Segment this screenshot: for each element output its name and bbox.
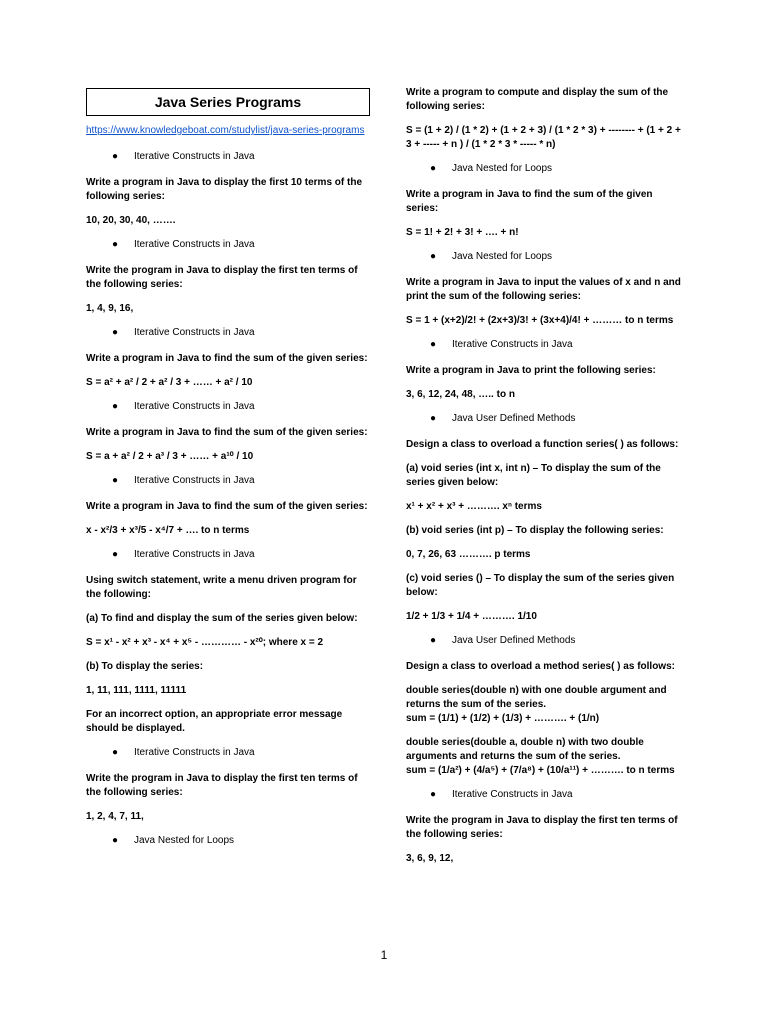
question-text: (b) To display the series:	[86, 661, 204, 672]
topic-label: Iterative Constructs in Java	[452, 339, 573, 350]
question-text: Write a program in Java to display the first 10 terms of the following series:	[86, 177, 363, 202]
question-text: Write a program in Java to find the sum of the given series:	[86, 353, 368, 364]
topic-bullet	[86, 326, 372, 340]
question-text: (a) void series (int x, int n) – To display the sum of the series given below:	[406, 463, 661, 488]
topic-bullet	[86, 400, 372, 414]
topic-label: Iterative Constructs in Java	[134, 747, 255, 758]
topic-label: Iterative Constructs in Java	[452, 789, 573, 800]
series-text: 0, 7, 26, 63 ………. p terms	[406, 549, 531, 560]
topic-bullet	[86, 834, 372, 848]
question-text: Design a class to overload a function series( ) as follows:	[406, 439, 679, 450]
series-text: S = a² + a² / 2 + a² / 3 + …… + a² / 10	[86, 377, 253, 388]
question-text: Using switch statement, write a menu driven program for the following:	[86, 575, 357, 600]
topic-bullet	[406, 250, 686, 264]
topic-label: Iterative Constructs in Java	[134, 239, 255, 250]
series-text: 1, 4, 9, 16,	[86, 303, 134, 314]
question-text: Write the program in Java to display the first ten terms of the following series:	[86, 773, 358, 798]
topic-bullet	[406, 412, 686, 426]
topic-label: Iterative Constructs in Java	[134, 401, 255, 412]
question-text: (a) To find and display the sum of the series given below:	[86, 613, 358, 624]
topic-bullet	[406, 634, 686, 648]
question-text: Write a program in Java to find the sum of the given series:	[406, 189, 653, 214]
series-text: S = x¹ - x² + x³ - x⁴ + x⁵ - ………… - x²⁰; where x = 2	[86, 637, 324, 648]
bullet-dot-icon: ●	[112, 835, 119, 846]
topic-label: Java Nested for Loops	[134, 835, 235, 846]
bullet-dot-icon: ●	[430, 413, 437, 424]
bullet-dot-icon: ●	[112, 549, 119, 560]
topic-bullet	[406, 788, 686, 802]
series-text: S = (1 + 2) / (1 * 2) + (1 + 2 + 3) / (1 * 2 * 3) + -------- + (1 + 2 + 3 + ----- + n ) / (1 * 2 * 3 * ----- * n)	[406, 125, 681, 150]
topic-bullet	[406, 162, 686, 176]
question-text: Write a program in Java to print the following series:	[406, 365, 656, 376]
question-text: Write a program to compute and display the sum of the following series:	[406, 87, 669, 112]
bullet-dot-icon: ●	[430, 163, 437, 174]
series-text: 10, 20, 30, 40, …….	[86, 215, 176, 226]
page-number: 1	[380, 948, 388, 962]
topic-label: Iterative Constructs in Java	[134, 151, 255, 162]
bullet-dot-icon: ●	[430, 789, 437, 800]
question-text: Design a class to overload a method series( ) as follows:	[406, 661, 675, 672]
question-text: (b) void series (int p) – To display the following series:	[406, 525, 664, 536]
question-text: Write a program in Java to input the values of x and n and print the sum of the following series:	[406, 277, 681, 302]
page-title: Java Series Programs	[86, 88, 370, 116]
topic-label: Java Nested for Loops	[452, 251, 553, 262]
bullet-dot-icon: ●	[430, 635, 437, 646]
bullet-dot-icon: ●	[112, 151, 119, 162]
topic-label: Iterative Constructs in Java	[134, 327, 255, 338]
topic-label: Iterative Constructs in Java	[134, 475, 255, 486]
bullet-dot-icon: ●	[430, 339, 437, 350]
topic-label: Java User Defined Methods	[452, 413, 576, 424]
question-text: For an incorrect option, an appropriate error message should be displayed.	[86, 709, 343, 734]
series-text: 1, 11, 111, 1111, 11111	[86, 685, 187, 696]
right-column	[406, 86, 686, 876]
question-text: Write the program in Java to display the first ten terms of the following series:	[406, 815, 678, 840]
bullet-dot-icon: ●	[112, 475, 119, 486]
question-text: double series(double a, double n) with two double arguments and returns the sum of the series. sum = (1/a²) + (4/a⁵) + (7/a⁸) + (10/a¹¹) + ………. to n terms	[406, 737, 675, 776]
topic-label: Iterative Constructs in Java	[134, 549, 255, 560]
series-text: 3, 6, 9, 12,	[406, 853, 454, 864]
series-text: x¹ + x² + x³ + ………. xⁿ terms	[406, 501, 542, 512]
question-text: Write a program in Java to find the sum of the given series:	[86, 501, 368, 512]
topic-label: Java Nested for Loops	[452, 163, 553, 174]
question-text: Write a program in Java to find the sum of the given series:	[86, 427, 368, 438]
series-text: x - x²/3 + x³/5 - x⁴/7 + …. to n terms	[86, 525, 250, 536]
topic-bullet	[86, 474, 372, 488]
source-link[interactable]: https://www.knowledgeboat.com/studylist/java-series-programs	[86, 125, 365, 136]
series-text: S = 1! + 2! + 3! + …. + n!	[406, 227, 519, 238]
topic-bullet	[86, 150, 372, 164]
bullet-dot-icon: ●	[430, 251, 437, 262]
topic-bullet	[86, 238, 372, 252]
question-text: double series(double n) with one double argument and returns the sum of the series. sum = (1/1) + (1/2) + (1/3) + ………. + (1/n)	[406, 685, 667, 724]
bullet-dot-icon: ●	[112, 401, 119, 412]
series-text: 3, 6, 12, 24, 48, ….. to n	[406, 389, 515, 400]
left-column	[86, 88, 372, 860]
question-text: (c) void series () – To display the sum of the series given below:	[406, 573, 675, 598]
topic-bullet	[86, 548, 372, 562]
series-text: S = 1 + (x+2)/2! + (2x+3)/3! + (3x+4)/4! + ……… to n terms	[406, 315, 674, 326]
topic-label: Java User Defined Methods	[452, 635, 576, 646]
series-text: 1, 2, 4, 7, 11,	[86, 811, 144, 822]
series-text: S = a + a² / 2 + a³ / 3 + …… + a¹⁰ / 10	[86, 451, 254, 462]
topic-bullet	[86, 746, 372, 760]
series-text: 1/2 + 1/3 + 1/4 + ………. 1/10	[406, 611, 537, 622]
bullet-dot-icon: ●	[112, 239, 119, 250]
bullet-dot-icon: ●	[112, 747, 119, 758]
question-text: Write the program in Java to display the first ten terms of the following series:	[86, 265, 358, 290]
bullet-dot-icon: ●	[112, 327, 119, 338]
topic-bullet	[406, 338, 686, 352]
